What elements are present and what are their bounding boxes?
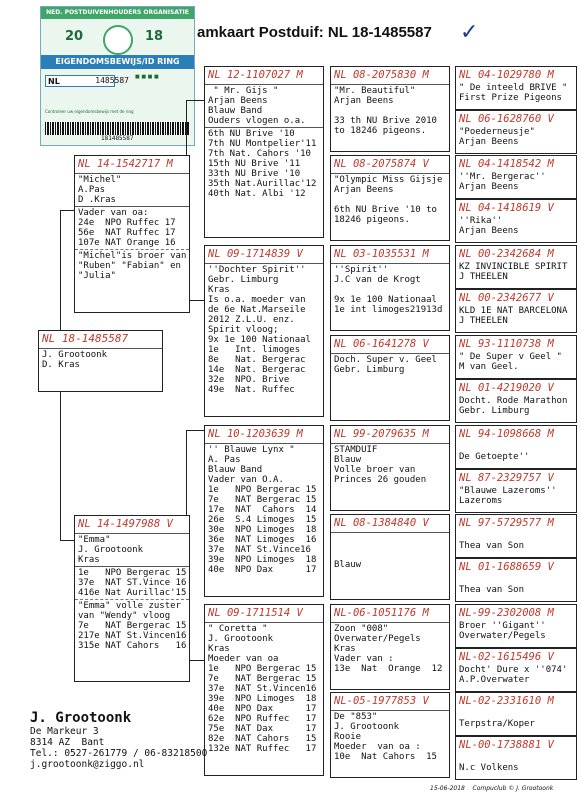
gen4-box-9[interactable] — [455, 425, 577, 469]
gen4-ring: NL-02-2331610 M — [459, 695, 554, 707]
sire-lines: "Michel" A.Pas D .Kras — [78, 175, 122, 205]
page-title: amkaart Postduif: NL 18-1485587 — [197, 24, 432, 41]
gen2-ring: NL 09-1711514 V — [208, 607, 303, 619]
gen2-results: Is o.a. moeder van de 6e Nat.Marseile 2012 Z.L.U. enz. Spirit vloog; 9x 1e 100 Nationaal 1e Int. limoges 8e Nat. Bergerac 14e Nat. Bergerac 32e NPO. Brive 49e Nat. Ruffec — [208, 295, 311, 395]
gen3-box-7[interactable] — [330, 604, 450, 690]
gen3-lines: STAMDUIF Blauw Volle broer van Princes 26 gouden — [334, 445, 427, 485]
gen3-box-1[interactable] — [330, 66, 450, 152]
gen4-lines: "Blauwe Lazeroms'' Lazeroms — [459, 486, 557, 506]
sire-results: Vader van oa: 24e NPO Ruffec 17 56e NAT Ruffec 17 107e NAT Orange 16 — [78, 208, 176, 248]
gen3-box-5[interactable] — [330, 425, 450, 511]
gen4-box-14[interactable] — [455, 648, 577, 692]
dam-ring: NL 14-1497988 V — [78, 518, 173, 530]
gen4-box-4[interactable] — [455, 199, 577, 243]
gen3-lines: De "853" J. Grootoonk Rooie Moeder van oa : — [334, 712, 421, 752]
card-band: EIGENDOMSBEWIJS/ID RING — [41, 55, 194, 69]
gen2-results: 6th NU Brive '10 7th NU Montpelier'11 7th Nat. Cahors '10 15th NU Brive '11 33th NU Brive '10 35th Nat.Aurillac'12 40th Nat. Albi '12 — [208, 129, 317, 199]
gen3-box-8[interactable] — [330, 692, 450, 778]
gen2-box-2[interactable] — [204, 245, 324, 417]
gen4-ring: NL 87-2329757 V — [459, 472, 554, 484]
owner-city: 8314 AZ Bant — [30, 737, 105, 748]
gen3-ring: NL 08-2075830 M — [334, 69, 429, 81]
gen3-box-6[interactable] — [330, 514, 450, 600]
gen2-results: 1e NPO Bergerac 15 7e NAT Bergerac 15 17e NAT Cahors 14 26e S.4 Limoges 15 30e NPO Limoges 18 36e NAT Limoges 16 37e NAT St.Vince16 39e NPO Limoges 18 40e NPO Dax 17 — [208, 485, 317, 575]
gen4-box-5[interactable] — [455, 245, 577, 289]
gen4-ring: NL 93-1110738 M — [459, 338, 554, 350]
gen4-ring: NL 04-1418542 M — [459, 158, 554, 170]
footer — [430, 785, 553, 792]
gen4-lines: KLD 1E NAT BARCELONA J THEELEN — [459, 306, 568, 326]
gen4-box-1[interactable] — [455, 66, 577, 110]
card-country: NL — [45, 75, 115, 87]
gen2-lines: ''Dochter Spirit'' Gebr. Limburg Kras — [208, 265, 306, 295]
gen4-lines: Broer ''Gigant'' Overwater/Pegels — [459, 621, 546, 641]
footer-credit: Compuclub © J. Grootoonk — [472, 785, 554, 792]
gen4-ring: NL 06-1628760 V — [459, 113, 554, 125]
gen4-ring: NL 97-5729577 M — [459, 517, 554, 529]
gen3-ring: NL 99-2079635 M — [334, 428, 429, 440]
owner-block — [30, 710, 207, 770]
gen2-ring: NL 10-1203639 M — [208, 428, 303, 440]
owner-phone: Tel.: 0527-261779 / 06-83218500 — [30, 748, 208, 759]
gen3-ring: NL 08-2075874 V — [334, 158, 429, 170]
check-mark-icon: ✓ — [460, 20, 479, 45]
gen4-box-6[interactable] — [455, 289, 577, 333]
gen4-lines: ''Mr. Bergerac'' Arjan Beens — [459, 172, 546, 192]
gen4-ring: NL 01-4219020 V — [459, 382, 554, 394]
gen4-ring: NL-00-1738881 V — [459, 739, 554, 751]
gen3-box-4[interactable] — [330, 335, 450, 421]
gen3-results: 9x 1e 100 Nationaal 1e int limoges21913d — [334, 295, 443, 315]
subject-ring: NL 18-1485587 — [42, 332, 129, 345]
subject-box[interactable] — [38, 330, 163, 392]
sire-ring: NL 14-1542717 M — [78, 158, 173, 170]
footer-date: 15-06-2018 — [430, 785, 465, 792]
gen4-ring: NL 00-2342677 V — [459, 292, 554, 304]
gen3-results: 6th NU Brive '10 to 18246 pigeons. — [334, 205, 437, 225]
gen2-lines: " Mr. Gijs " Arjan Beens Blauw Band Ouders vlogen o.a. — [208, 86, 306, 126]
sire-box[interactable] — [74, 155, 190, 313]
gen3-ring: NL-05-1977853 V — [334, 695, 429, 707]
gen4-lines: "Poederneusje" Arjan Beens — [459, 127, 535, 147]
gen3-ring: NL 08-1384840 V — [334, 517, 429, 529]
gen2-box-4[interactable] — [204, 604, 324, 776]
gen4-ring: NL-02-1615496 V — [459, 651, 554, 663]
gen2-lines: " Coretta " J. Grootoonk Kras Moeder van oa — [208, 624, 279, 664]
gen4-box-13[interactable] — [455, 604, 577, 648]
gen4-box-7[interactable] — [455, 335, 577, 379]
gen4-box-8[interactable] — [455, 379, 577, 423]
gen4-lines: Terpstra/Koper — [459, 719, 535, 729]
gen4-lines: Thea van Son — [459, 541, 525, 551]
gen3-ring: NL 03-1035531 M — [334, 248, 429, 260]
card-checkboxes: ■ ■ ■ ■ — [135, 74, 159, 80]
gen3-ring: NL 06-1641278 V — [334, 338, 429, 350]
card-year-left: 20 — [65, 29, 84, 44]
gen4-box-10[interactable] — [455, 469, 577, 513]
gen3-box-3[interactable] — [330, 245, 450, 331]
gen2-results: 1e NPO Bergerac 15 7e NAT Bergerac 15 37e NAT St.Vincen16 39e NPO Limoges 18 40e NPO Dax 17 62e NPO Ruffec 17 75e NAT Dax 17 82e NAT Cahors 15 132e NAT Ruffec 17 — [208, 664, 317, 754]
gen4-box-12[interactable] — [455, 558, 577, 602]
sire-note: "Michel"is broer van "Ruben" "Fabian" en "Julia" — [78, 251, 187, 281]
gen2-ring: NL 12-1107027 M — [208, 69, 303, 81]
gen4-lines: ''Rika'' Arjan Beens — [459, 216, 519, 236]
gen3-lines: ''Spirit'' J.C van de Krogt — [334, 265, 421, 285]
card-org: NED. POSTDUIVENHOUDERS ORGANISATIE — [41, 7, 194, 19]
gen2-ring: NL 09-1714839 V — [208, 248, 303, 260]
gen3-lines: Zoon "008" Overwater/Pegels Kras Vader van : — [334, 624, 421, 664]
gen4-lines: " De inteeld BRIVE " First Prize Pigeons — [459, 83, 568, 103]
gen4-lines: N.c Volkens — [459, 763, 519, 773]
gen3-results: 33 th NU Brive 2010 to 18246 pigeons. — [334, 116, 437, 136]
gen4-ring: NL 04-1029780 M — [459, 69, 554, 81]
gen3-results: 10e Nat Cahors 15 — [334, 752, 437, 762]
gen2-box-1[interactable] — [204, 66, 324, 238]
gen4-ring: NL-99-2302008 M — [459, 607, 554, 619]
gen3-lines: "Olympic Miss Gijsje Arjan Beens — [334, 175, 443, 195]
dam-lines: "Emma" J. Grootoonk Kras — [78, 535, 144, 565]
gen4-box-2[interactable] — [455, 110, 577, 154]
gen4-lines: De Getoepte'' — [459, 452, 530, 462]
gen3-results: Blauw — [334, 560, 362, 570]
gen2-box-3[interactable] — [204, 425, 324, 597]
gen4-lines: Docht' Dure x ''074' A.P.Overwater — [459, 665, 568, 685]
barcode — [45, 122, 190, 135]
card-year-right: 18 — [145, 29, 164, 44]
gen3-results: 13e Nat Orange 12 — [334, 664, 443, 674]
gen4-lines: KZ INVINCIBLE SPIRIT J THEELEN — [459, 262, 568, 282]
gen4-box-15[interactable] — [455, 692, 577, 736]
gen3-box-2[interactable] — [330, 155, 450, 241]
card-number: 1485587 — [95, 76, 129, 85]
gen4-ring: NL 94-1098668 M — [459, 428, 554, 440]
dam-results: 1e NPO Bergerac 15 37e NAT ST.Vince 16 416e Nat Aurillac'15 — [78, 568, 187, 598]
gen4-lines: " De Super v Geel " M van Geel. — [459, 352, 562, 372]
gen4-box-16[interactable] — [455, 736, 577, 780]
gen2-lines: '' Blauwe Lynx " A. Pas Blauw Band Vader van O.A. — [208, 445, 295, 485]
gen4-ring: NL 01-1688659 V — [459, 561, 554, 573]
card-footer: Controleer uw eigendomsbewijs met de ring — [45, 109, 134, 114]
subject-lines: J. Grootoonk D. Kras — [42, 350, 108, 370]
dam-box[interactable] — [74, 515, 190, 682]
gen4-box-11[interactable] — [455, 514, 577, 558]
gen4-ring: NL 04-1418619 V — [459, 202, 554, 214]
gen4-lines: Docht. Rode Marathon Gebr. Limburg — [459, 396, 568, 416]
owner-street: De Markeur 3 — [30, 726, 99, 737]
dam-note: "Emma" volle zuster van "Wendy" vloog 7e NAT Bergerac 15 217e NAT St.Vincen16 315e NAT Cahors 16 — [78, 601, 187, 651]
gen4-lines: Thea van Son — [459, 585, 525, 595]
npo-logo-icon — [103, 25, 133, 55]
gen3-lines: Doch. Super v. Geel Gebr. Limburg — [334, 355, 437, 375]
gen3-lines: "Mr. Beautiful" Arjan Beens — [334, 86, 416, 106]
owner-name: J. Grootoonk — [30, 710, 132, 726]
owner-email[interactable]: j.grootoonk@ziggo.nl — [30, 759, 145, 770]
gen4-box-3[interactable] — [455, 155, 577, 199]
ownership-card — [40, 6, 195, 146]
gen3-ring: NL-06-1051176 M — [334, 607, 429, 619]
gen4-ring: NL 00-2342684 M — [459, 248, 554, 260]
barcode-text: 181485587 — [101, 135, 134, 142]
